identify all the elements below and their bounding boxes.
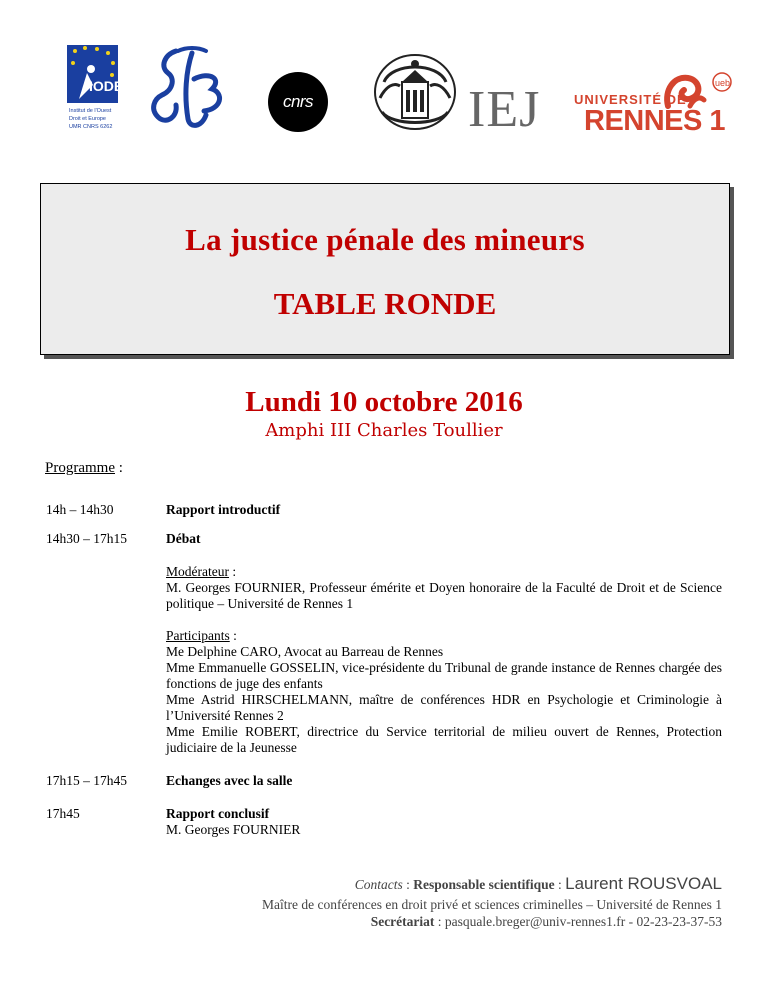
svg-text:UMR CNRS 6262: UMR CNRS 6262 [69,124,113,130]
svg-text:Institut de l'Ouest: Institut de l'Ouest [69,108,112,114]
programme-item-title: Débat [166,531,201,546]
moderator-colon: : [228,564,237,579]
programme-time: 17h15 – 17h45 [46,773,127,788]
contacts-line [355,874,722,894]
universite-rennes1-logo [574,76,740,136]
participants-label: Participants [166,628,230,643]
participant-line: Mme Astrid HIRSCHELMANN, maître de conférences HDR en Psychologie et Criminologie à l’Université Rennes 2 [166,692,722,723]
seal-emblem-icon [372,52,458,132]
iode-logo [65,43,120,135]
programme-item-title: Rapport introductif [166,502,281,517]
contacts-label: Contacts [354,877,403,892]
secretariat-label: Secrétariat [370,914,435,929]
moderator-block [166,564,722,612]
responsable-label: Responsable scientifique [413,877,555,892]
programme-time: 14h – 14h30 [46,502,114,517]
participants-block [166,628,722,756]
programme-time: 17h45 [46,806,80,821]
cnrs-logo [268,72,328,132]
svg-text:Droit et Europe: Droit et Europe [69,116,106,122]
main-title: La justice pénale des mineurs [185,222,585,257]
logo-bar [60,40,740,140]
iode-emblem-icon [65,43,120,135]
ur1-logo-bottom: RENNES 1 [584,105,726,137]
responsable-title: Maître de conférences en droit privé et sciences criminelles – Université de Rennes 1 [262,897,722,912]
programme-item-title: Rapport conclusif [166,806,270,821]
svg-text:IODE: IODE [89,78,120,94]
responsable-sep: : [554,877,566,892]
ur1-logo-top: UNIVERSITÉ DE [574,92,687,107]
iej-logo: IEJ [468,81,541,138]
contacts-sep: : [402,877,414,892]
responsable-name: Laurent ROUSVOAL [565,874,722,893]
secretariat-contact: : pasquale.breger@univ-rennes1.fr - 02-23-23-37-53 [434,914,722,929]
programme-heading-label: Programme [45,460,115,476]
participant-line: Mme Emmanuelle GOSSELIN, vice-présidente du Tribunal de grande instance de Rennes chargée des fonctions de juge des enfants [166,660,722,691]
programme-time: 14h30 – 17h15 [46,531,127,546]
event-venue: Amphi III Charles Toullier [265,420,503,441]
programme-heading [45,460,123,477]
event-date: Lundi 10 octobre 2016 [245,386,523,418]
svg-text:ueb: ueb [715,78,731,88]
signature-logo-icon [146,45,226,133]
sub-title: TABLE RONDE [273,286,497,321]
moderator-text: M. Georges FOURNIER, Professeur émérite et Doyen honoraire de la Faculté de Droit et de Science politique – Université de Rennes 1 [166,580,722,611]
programme-item-title: Echanges avec la salle [166,773,293,788]
university-seal-logo [372,52,458,132]
sjb-logo [146,45,226,133]
programme-item-block [166,806,722,838]
participant-line: Me Delphine CARO, Avocat au Barreau de Rennes [166,644,444,659]
title-box [40,183,730,355]
programme-heading-colon: : [114,460,123,476]
secretariat-line [371,914,722,930]
cnrs-logo-text: cnrs [282,92,314,111]
participant-line: Mme Emilie ROBERT, directrice du Service territorial de milieu ouvert de Rennes, Protection judiciaire de la Jeunesse [166,724,722,755]
participants-colon: : [229,628,237,643]
programme-item-detail: M. Georges FOURNIER [166,822,301,837]
moderator-label: Modérateur [166,564,229,579]
